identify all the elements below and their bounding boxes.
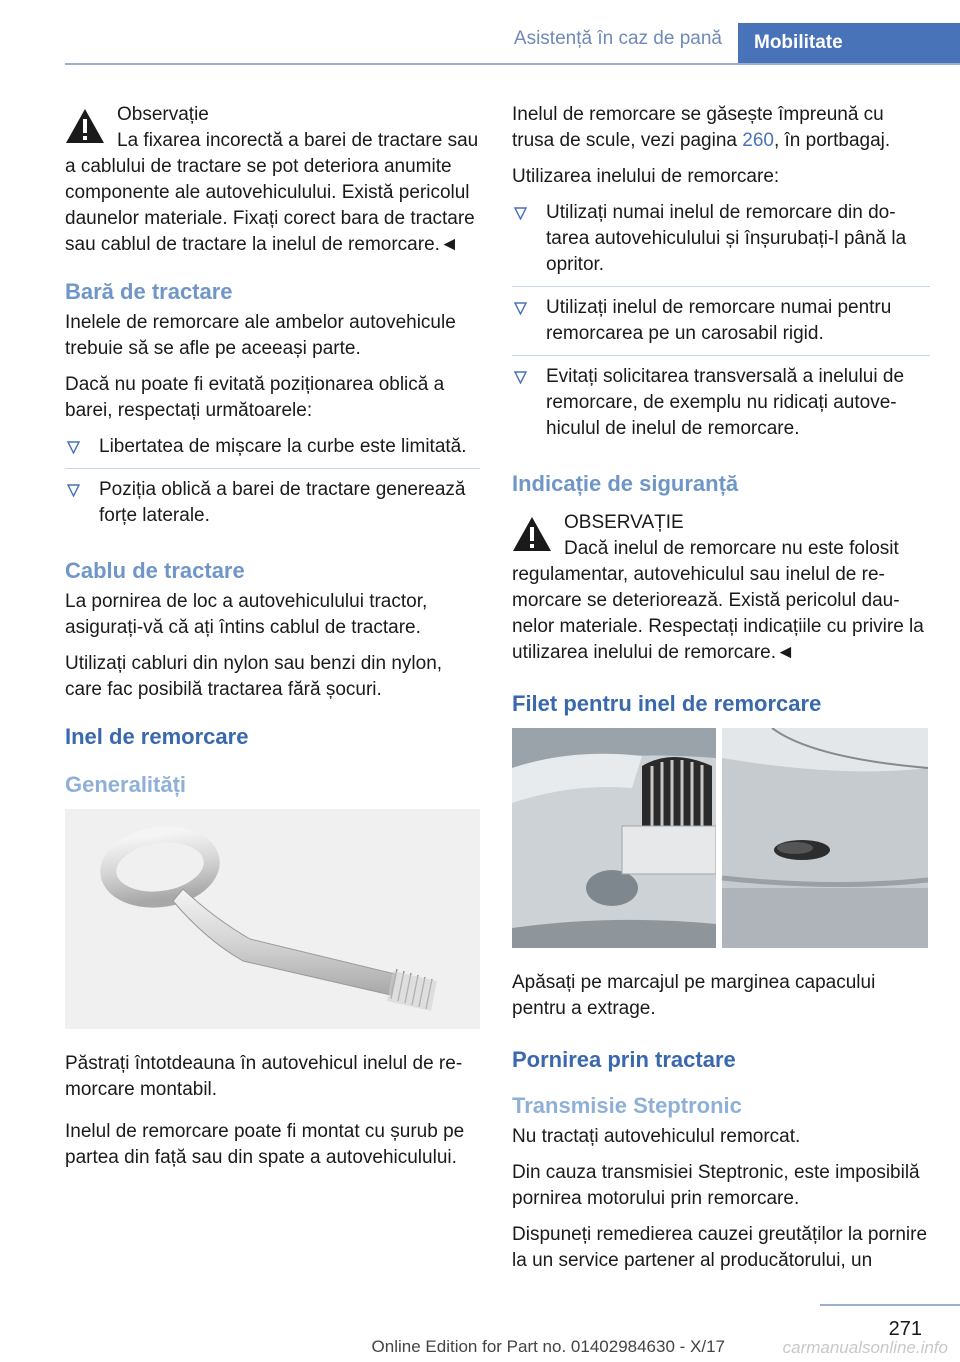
triangle-bullet-icon [67,441,80,454]
warning-title: Observație [117,104,209,125]
paragraph: Din cauza transmisiei Steptronic, este imposibilă pornirea motorului prin remorcare. [512,1162,920,1209]
triangle-bullet-icon [67,484,80,497]
list-item: Evitați solicitarea transversală a inelului de remorcare, de exemplu nu ridicați autovehiculul de inelul de remorcare. [512,364,930,450]
heading-thread: Filet pentru inel de remorcare [512,691,822,716]
paragraph: Inelul de remorcare poate fi montat cu șurub pe partea din față sau din spate a autovehiculului. [65,1121,465,1168]
safety-title: OBSERVAȚIE [564,512,684,533]
warning-note [65,102,480,258]
safety-body: Dacă inelul de remorcare nu este folosit regulamentar, autovehiculul sau inelul de remorcare se deteriorează. Există pericolul daunelor materiale. Respectați indicațiile cu privire la utilizarea inelului de remorcare.◄ [512,538,924,663]
bullet-list [512,200,930,450]
paragraph: Apăsați pe marcajul pe marginea capacului pentru a extrage. [512,972,876,1019]
paragraph: Dacă nu poate fi evitată poziționarea oblică a barei, respectați următoarele: [65,374,445,421]
paragraph: Păstrați întotdeauna în autovehicul inelul de remorcare montabil. [65,1053,463,1100]
footer-edition: Online Edition for Part no. 01402984630 - X/17 [371,1337,725,1356]
paragraph: Inelele de remorcare ale ambelor autovehicule trebuie să se afle pe aceeași parte. [65,312,456,359]
list-item: Utilizați numai inelul de remorcare din dotarea autovehiculului și înșurubați-l până la opritor. [512,200,930,287]
page-number: 271 [888,1318,922,1340]
right-column [512,102,930,1284]
paragraph: Utilizarea inelului de remorcare: [512,166,780,187]
paragraph: Nu tractați autovehiculul remorcat. [512,1126,801,1147]
heading-tow-cable: Cablu de tractare [65,558,245,583]
list-item: Poziția oblică a barei de tractare generează forțe laterale. [65,477,480,537]
subheading-steptronic: Transmisie Steptronic [512,1093,742,1118]
paragraph-with-link: Inelul de remorcare se găsește împreună cu trusa de scule, vezi pagina 260, în portbagaj. [512,104,891,151]
footer-rule [820,1304,960,1306]
triangle-bullet-icon [514,371,527,384]
page-reference-link[interactable]: 260 [742,130,774,151]
watermark: carmanualsonline.info [782,1338,948,1357]
list-item: Utilizați inelul de remorcare numai pentru remorcarea pe un carosabil rigid. [512,295,930,356]
left-column [65,102,480,1181]
paragraph: Utilizați cabluri din nylon sau benzi din nylon, care fac posibilă tractarea fără șocuri. [65,653,443,700]
triangle-bullet-icon [514,207,527,220]
paragraph: La pornirea de loc a autovehiculului tractor, asigurați-vă că ați întins cablul de tractare. [65,591,428,638]
warning-body: La fixarea incorectă a barei de tractare sau a cablului de tractare se pot deteriora anumite componente ale autovehiculului. Există pericolul daunelor materiale. Fixați corect bara de tractare sau cablul de tractare la inelul de remorcare.◄ [65,130,479,255]
heading-tow-start: Pornirea prin tractare [512,1047,736,1072]
heading-tow-bar: Bară de tractare [65,279,233,304]
car-bumper-illustration [512,728,928,948]
subheading-general: Generalități [65,772,187,797]
bullet-list [65,434,480,537]
tow-thread-cover-image [512,728,928,948]
heading-safety: Indicație de siguranță [512,471,739,496]
list-item: Libertatea de mișcare la curbe este limitată. [65,434,480,469]
heading-tow-ring: Inel de remorcare [65,724,249,749]
safety-note [512,510,930,666]
tow-ring-image [65,809,480,1029]
header-chapter-tab[interactable]: Mobilitate [738,23,960,63]
tow-ring-illustration [65,809,480,1029]
warning-triangle-icon [512,516,552,552]
triangle-bullet-icon [514,302,527,315]
paragraph: Dispuneți remedierea cauzei greutăților la pornire la un service partener al producătorului, un [512,1224,928,1271]
header-section-title: Asistență în caz de pană [513,28,722,49]
warning-triangle-icon [65,108,105,144]
